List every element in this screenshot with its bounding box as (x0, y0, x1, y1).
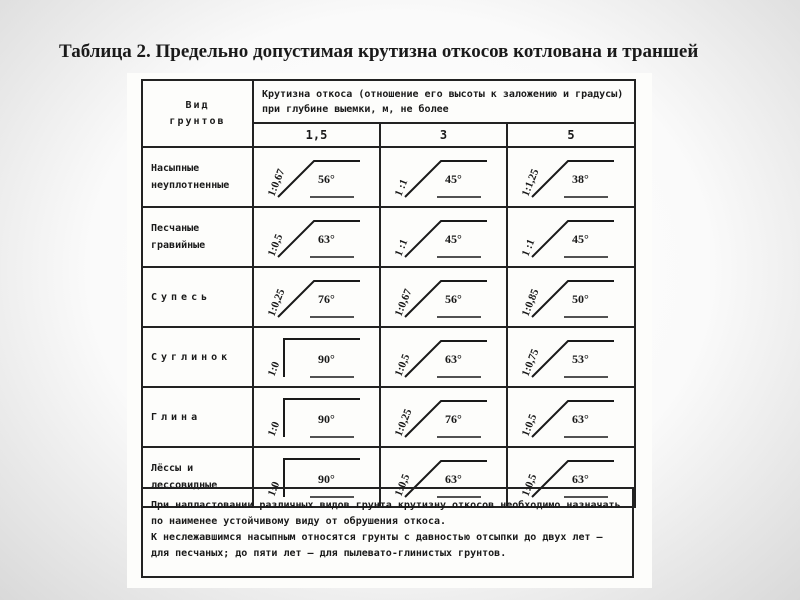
slope-ratio-label: 1:1,25 (519, 167, 542, 199)
slope-angle-label: 50° (572, 292, 589, 306)
slope-cell (253, 387, 380, 447)
header-depth-3: 5 (507, 123, 635, 147)
slope-diagram (508, 149, 633, 205)
soil-name-line1: Суглинок (151, 351, 232, 363)
soil-name-line1: Супесь (151, 291, 212, 303)
slope-angle-label: 63° (572, 472, 589, 486)
slope-angle-label: 63° (445, 472, 462, 486)
footnote-2: К неслежавшимся насыпным относятся грунты с давностью отсыпки до двух лет — для песчаных; до пяти лет — для пылевато-глинистых грунтов. (151, 532, 603, 559)
slope-ratio-label: 1:0,67 (392, 287, 415, 319)
slope-diagram (508, 209, 633, 265)
slope-cell (507, 147, 635, 207)
slope-cell (253, 207, 380, 267)
slope-cell (253, 327, 380, 387)
slope-cell (380, 147, 507, 207)
soil-name-line2: неуплотненные (151, 180, 230, 191)
slope-ratio-label: 1:0,5 (392, 352, 413, 379)
slope-ratio-label: 1:0,67 (265, 167, 288, 199)
slope-diagram (381, 389, 506, 445)
slope-angle-label: 56° (318, 172, 335, 186)
soil-name-line2: гравийные (151, 240, 206, 251)
slope-angle-label: 45° (572, 232, 589, 246)
slope-diagram (508, 389, 633, 445)
soil-name-line1: Насыпные (151, 163, 200, 174)
table-row (142, 387, 635, 447)
footnote-1: При напластовании различных видов грунта крутизну откосов необходимо назначать по наименее устойчивому виду от обрушения откоса. (151, 500, 621, 527)
header-depth-1: 1,5 (253, 123, 380, 147)
slope-diagram (381, 149, 506, 205)
header-soil-type (142, 80, 253, 147)
slope-ratio-label: 1:0,5 (519, 472, 540, 499)
slope-cell (253, 267, 380, 327)
slope-angle-label: 45° (445, 172, 462, 186)
table-body (142, 147, 635, 507)
header-soil-type-line1: Вид (185, 99, 210, 111)
soil-name-cell (142, 387, 253, 447)
slope-cell (507, 327, 635, 387)
slope-cell (380, 327, 507, 387)
slope-ratio-label: 1:0 (265, 360, 283, 379)
slope-angle-label: 63° (572, 412, 589, 426)
slope-angle-label: 90° (318, 352, 335, 366)
soil-name-line1: Глина (151, 411, 202, 423)
slope-angle-label: 90° (318, 472, 335, 486)
soil-name-line2: лессовидные (151, 480, 218, 491)
slope-cell (507, 387, 635, 447)
slope-cell (380, 387, 507, 447)
slope-angle-label: 45° (445, 232, 462, 246)
slope-diagram (381, 209, 506, 265)
header-soil-type-line2: грунтов (169, 115, 226, 127)
slope-angle-label: 63° (318, 232, 335, 246)
soil-name-cell (142, 327, 253, 387)
slope-cell (507, 267, 635, 327)
slope-angle-label: 38° (572, 172, 589, 186)
page-title: Таблица 2. Предельно допустимая крутизна откосов котлована и траншей (59, 41, 699, 62)
table-footnote (141, 487, 634, 578)
slope-diagram (254, 149, 379, 205)
table-row (142, 207, 635, 267)
slope-angle-label: 90° (318, 412, 335, 426)
soil-name-cell (142, 207, 253, 267)
scanned-table-sheet (127, 73, 652, 588)
slope-diagram (508, 329, 633, 385)
slope-ratio-label: 1:0,5 (519, 412, 540, 439)
slope-diagram (254, 209, 379, 265)
soil-name-line1: Лёссы и (151, 463, 194, 474)
header-slope-caption: Крутизна откоса (отношение его высоты к заложению и градусы) при глубине выемки, м, не более (253, 80, 635, 123)
soil-name-cell (142, 147, 253, 207)
slope-ratio-label: 1:0,25 (265, 287, 288, 319)
slope-diagram (508, 269, 633, 325)
slope-cell (380, 207, 507, 267)
slope-ratio-label: 1 :1 (392, 237, 411, 259)
soil-name-cell (142, 267, 253, 327)
slope-cell (253, 147, 380, 207)
slope-cell (507, 207, 635, 267)
slope-ratio-label: 1 :1 (392, 177, 411, 199)
slope-angle-label: 76° (445, 412, 462, 426)
slope-ratio-label: 1:0,85 (519, 287, 542, 319)
slope-ratio-label: 1:0,25 (392, 407, 415, 439)
soil-name-line1: Песчаные (151, 223, 200, 234)
slope-diagram (254, 269, 379, 325)
header-depth-2: 3 (380, 123, 507, 147)
slope-ratio-label: 1:0 (265, 480, 283, 499)
slope-diagram (381, 269, 506, 325)
slope-angle-label: 53° (572, 352, 589, 366)
slope-table (141, 79, 636, 508)
table-row (142, 327, 635, 387)
slope-diagram (381, 329, 506, 385)
table-row (142, 267, 635, 327)
slope-ratio-label: 1:0,75 (519, 347, 542, 379)
slope-diagram (254, 329, 379, 385)
slope-diagram (254, 389, 379, 445)
slope-ratio-label: 1 :1 (519, 237, 538, 259)
slope-angle-label: 76° (318, 292, 335, 306)
slope-ratio-label: 1:0,5 (265, 232, 286, 259)
slope-cell (380, 267, 507, 327)
slope-ratio-label: 1:0,5 (392, 472, 413, 499)
slope-angle-label: 63° (445, 352, 462, 366)
table-row (142, 147, 635, 207)
slope-ratio-label: 1:0 (265, 420, 283, 439)
slope-angle-label: 56° (445, 292, 462, 306)
